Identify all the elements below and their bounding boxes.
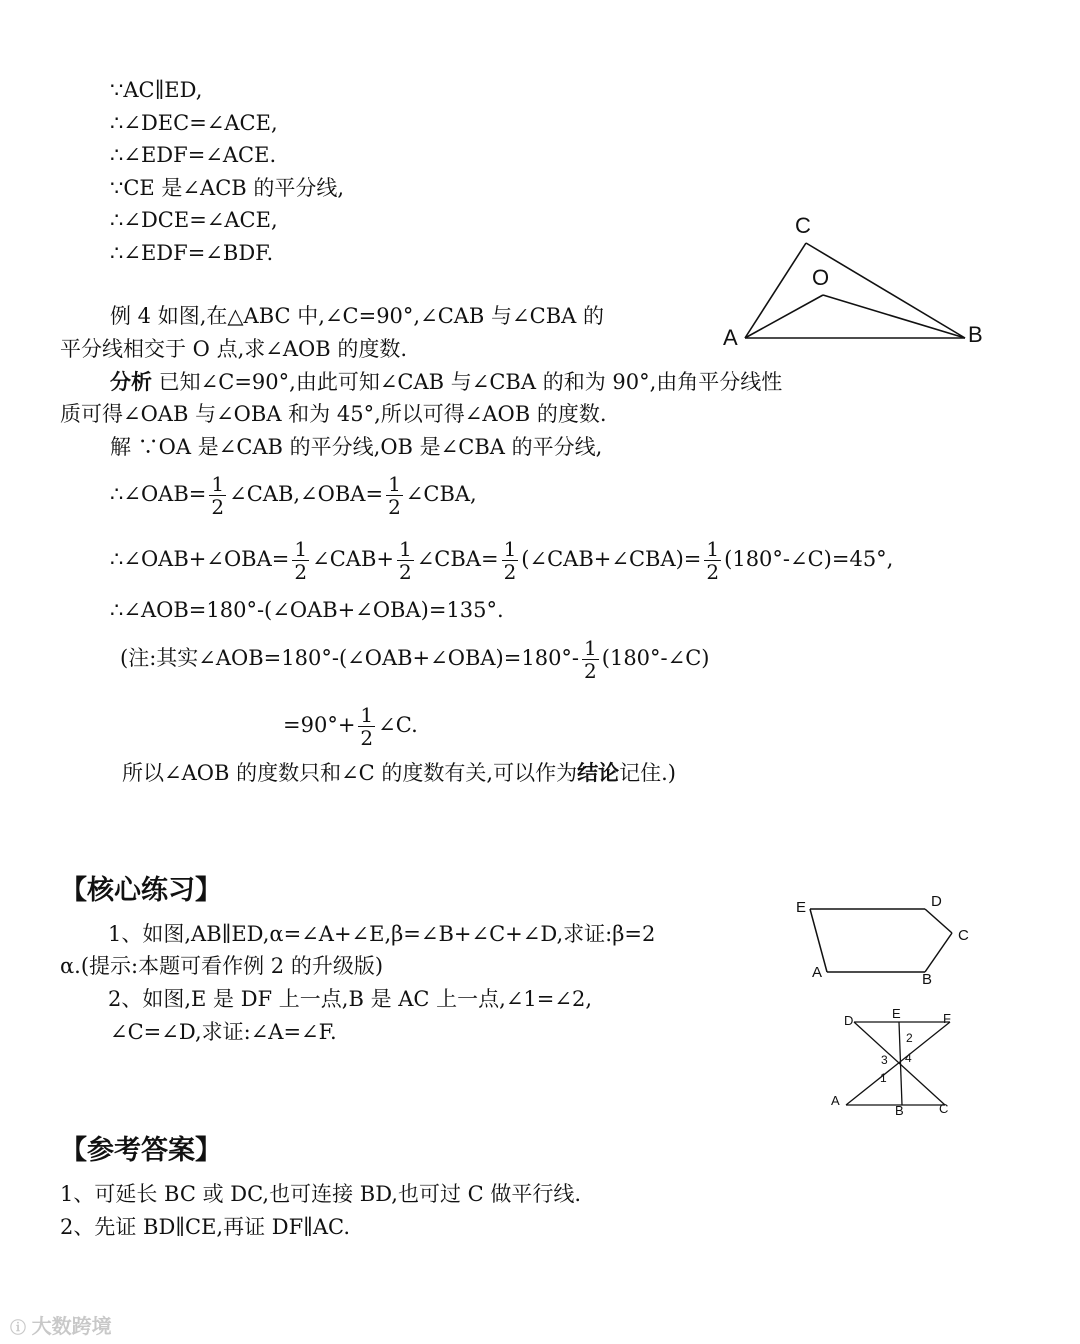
triangle-figure (715, 205, 995, 350)
label-2: 2 (906, 1031, 913, 1045)
label-3: 3 (881, 1053, 888, 1067)
analysis-line2: 质可得∠OAB 与∠OBA 和为 45°,所以可得∠AOB 的度数. (60, 402, 607, 426)
step2: ∴∠OAB+∠OBA= $\frac{1}{2}$ ∠CAB+ $\frac{1}{2}$ ∠CBA= $\frac{1}{2}$ (∠CAB+∠CBA)= $\frac{1}{2}$ (180°-∠C)=45°, (110, 537, 894, 584)
fraction: $\frac{1}{2}$ (211, 472, 225, 519)
answer-1: 1、可延长 BC 或 DC,也可连接 BD,也可过 C 做平行线. (60, 1182, 582, 1206)
label-e: E (892, 1006, 901, 1021)
edge-ac (745, 243, 806, 338)
fraction: $\frac{1}{2}$ (398, 537, 412, 584)
q2-line1: 2、如图,E 是 DF 上一点,B 是 AC 上一点,∠1=∠2, (108, 987, 593, 1011)
fraction: $\frac{1}{2}$ (360, 703, 374, 750)
proof-line: ∴∠EDF=∠ACE. (110, 143, 277, 167)
q2-line2: ∠C=∠D,求证:∠A=∠F. (110, 1020, 337, 1044)
step1: ∴∠OAB= $\frac{1}{2}$ ∠CAB,∠OBA= $\frac{1}{2}$ ∠CBA, (110, 472, 477, 519)
proof-line: ∵CE 是∠ACB 的平分线, (110, 176, 345, 200)
label-c: C (939, 1101, 949, 1116)
label-f: F (943, 1011, 951, 1026)
proof-line: ∴∠DCE=∠ACE, (110, 208, 278, 232)
parallel-lines-figure (828, 1000, 968, 1122)
label-4: 4 (905, 1051, 912, 1065)
example4-line2: 平分线相交于 O 点,求∠AOB 的度数. (60, 337, 408, 361)
edge-ao (745, 295, 823, 338)
q1-line1: 1、如图,AB∥ED,α=∠A+∠E,β=∠B+∠C+∠D,求证:β=2 (108, 922, 656, 946)
core-practice-heading: 【核心练习】 (60, 875, 222, 906)
fraction: $\frac{1}{2}$ (706, 537, 720, 584)
label-d: D (844, 1013, 854, 1028)
label-c: C (795, 213, 811, 238)
label-b: B (968, 322, 983, 347)
edge-cb (806, 243, 965, 338)
example4-line1: 例 4 如图,在△ABC 中,∠C=90°,∠CAB 与∠CBA 的 (110, 304, 604, 328)
label-b: B (922, 971, 933, 988)
fraction: $\frac{1}{2}$ (584, 636, 597, 683)
label-o: O (812, 265, 830, 290)
analysis-label: 分析 (110, 369, 152, 394)
proof-line: ∵AC∥ED, (110, 78, 203, 102)
note-line1: (注:其实∠AOB=180°-(∠OAB+∠OBA)=180°- $\frac{1}{2}$ (180°-∠C) (120, 636, 710, 683)
label-a: A (831, 1093, 840, 1108)
analysis-line1: 分析 已知∠C=90°,由此可知∠CAB 与∠CBA 的和为 90°,由角平分线性 (110, 369, 783, 394)
watermark: ⓘ 大数跨境 (10, 1314, 112, 1338)
label-b: B (895, 1103, 904, 1118)
label-e: E (796, 899, 807, 916)
edge-ob (823, 295, 965, 338)
label-d: D (931, 893, 942, 910)
proof-line: ∴∠EDF=∠BDF. (110, 241, 274, 265)
proof-line: ∴∠DEC=∠ACE, (110, 111, 278, 135)
q1-line2: α.(提示:本题可看作例 2 的升级版) (60, 954, 384, 978)
note-line2: =90°+ $\frac{1}{2}$ ∠C. (283, 703, 418, 750)
conclusion-line: 所以∠AOB 的度数只和∠C 的度数有关,可以作为结论记住.) (122, 760, 676, 785)
label-c: C (958, 927, 969, 944)
fraction: $\frac{1}{2}$ (294, 537, 308, 584)
fraction: $\frac{1}{2}$ (388, 472, 401, 519)
pentagon-figure (790, 888, 980, 988)
answer-2: 2、先证 BD∥CE,再证 DF∥AC. (60, 1215, 351, 1239)
label-a: A (812, 964, 823, 981)
answers-heading: 【参考答案】 (60, 1135, 222, 1166)
step3: ∴∠AOB=180°-(∠OAB+∠OBA)=135°. (110, 598, 504, 622)
fraction: $\frac{1}{2}$ (503, 537, 517, 584)
label-a: A (723, 325, 738, 350)
solution-line: 解 ∵OA 是∠CAB 的平分线,OB 是∠CBA 的平分线, (110, 435, 603, 459)
label-1: 1 (880, 1071, 887, 1085)
